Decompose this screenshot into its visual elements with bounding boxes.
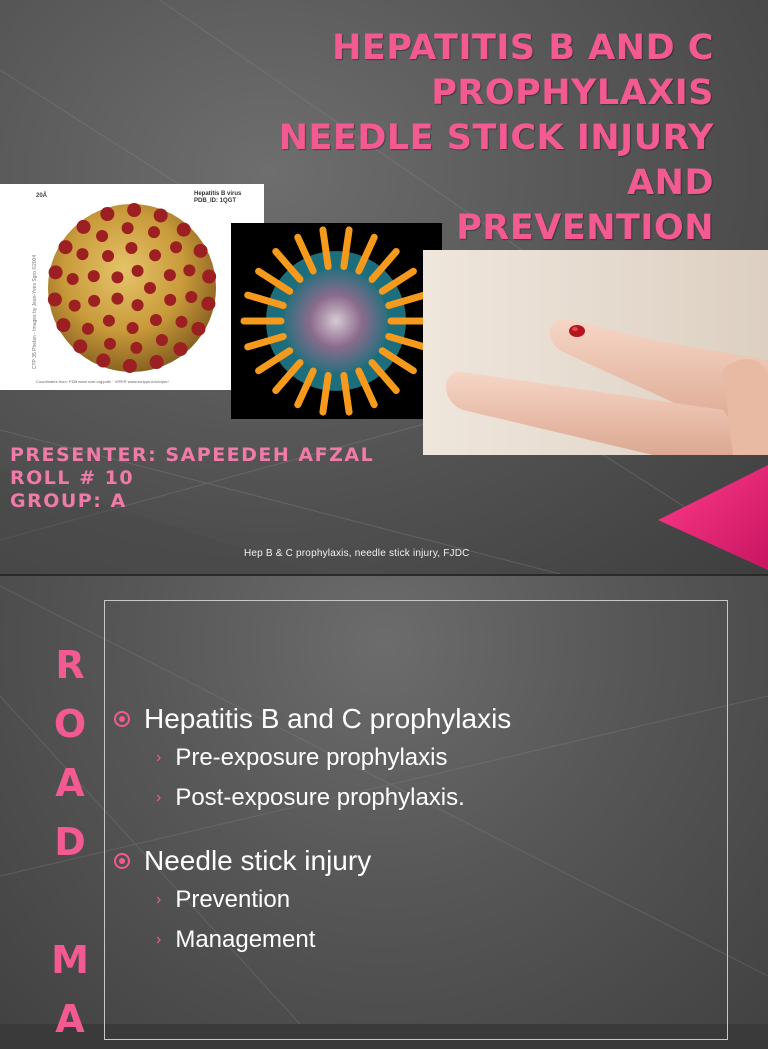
vertical-letter: A: [55, 997, 85, 1041]
chevron-right-icon: ›: [156, 891, 162, 908]
needle-stick-finger-photo: [423, 250, 768, 455]
virus-capsid-graphic: [0, 184, 264, 390]
chevron-right-icon: ›: [156, 749, 162, 766]
pink-corner-triangle: [658, 465, 768, 574]
circle-bullet-icon: [114, 853, 130, 869]
sub-bullet-item: [114, 738, 511, 778]
side-credit: CTP 35 Phelan - Images by Jean-Yves Sgro ©2004: [32, 254, 39, 370]
sub-bullet-item: [114, 778, 511, 818]
sub-bullet-text: Management: [175, 926, 316, 953]
bullet-text: Hepatitis B and C prophylaxis: [144, 703, 512, 734]
hepatitis-b-virus-image: [0, 184, 264, 390]
virus-name-label: Hepatitis B virus: [194, 191, 242, 197]
slide-title: [244, 26, 714, 251]
vertical-letter: O: [53, 702, 87, 746]
slide-footer: Hep B & C prophylaxis, needle stick injury, FJDC: [244, 548, 470, 559]
vertical-letter: M: [51, 938, 89, 982]
vertical-letter: D: [54, 820, 86, 864]
bullet-item: [114, 842, 511, 880]
image-credit: Coordinates from: PDB www.rcsb.org/pdb/ · VIPER www.scripps.edu/viper/: [36, 379, 169, 384]
vertical-roadmap-title: [45, 636, 95, 1049]
bullet-text: Needle stick injury: [144, 845, 372, 876]
roll-number: ROLL # 10: [10, 467, 135, 489]
title-line: HEPATITIS B AND C: [332, 28, 714, 68]
roadmap-bullet-list: [114, 700, 511, 960]
bullet-item: [114, 700, 511, 738]
virus-render-graphic: [231, 223, 442, 419]
chevron-right-icon: ›: [156, 789, 162, 806]
title-line: PROPHYLAXIS: [431, 73, 714, 113]
sub-bullet-text: Post-exposure prophylaxis.: [175, 784, 465, 811]
group-label: GROUP: A: [10, 490, 127, 512]
title-line: PREVENTION: [456, 208, 714, 248]
circle-bullet-icon: [114, 711, 130, 727]
presenter-info: [10, 444, 374, 513]
presenter-name: PRESENTER: SAPEEDEH AFZAL: [10, 444, 375, 466]
chevron-right-icon: ›: [156, 931, 162, 948]
virus-3d-render-image: [231, 223, 442, 419]
sub-bullet-item: [114, 880, 511, 920]
vertical-letter: [45, 872, 95, 931]
scale-label: 20Å: [36, 193, 48, 199]
vertical-letter: A: [55, 761, 85, 805]
pdb-id-label: PDB_ID: 1QGT: [194, 198, 237, 204]
sub-bullet-text: Prevention: [175, 886, 291, 913]
sub-bullet-text: Pre-exposure prophylaxis: [175, 744, 448, 771]
vertical-letter: R: [55, 643, 85, 687]
title-line: NEEDLE STICK INJURY AND: [278, 118, 714, 203]
sub-bullet-item: [114, 920, 511, 960]
finger-graphic: [423, 250, 768, 455]
